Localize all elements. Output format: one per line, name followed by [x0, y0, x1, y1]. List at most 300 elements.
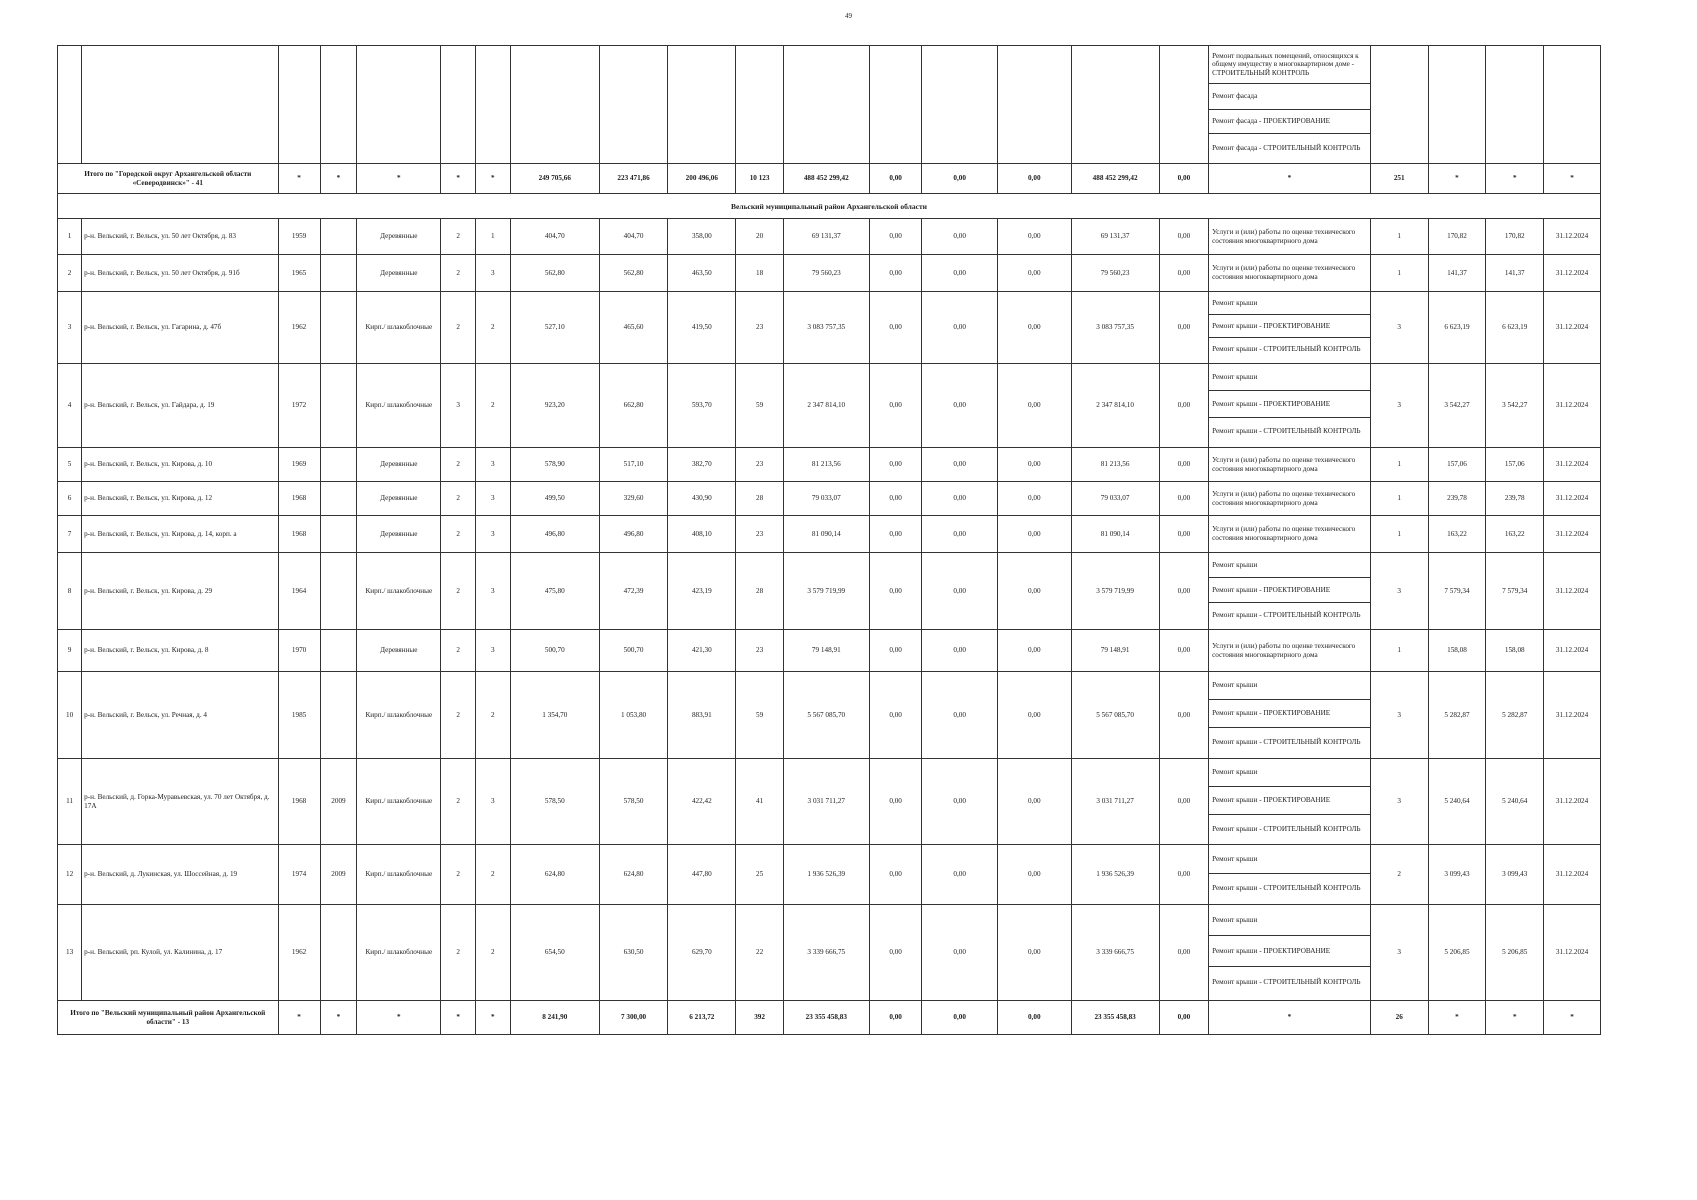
cell-year-built: 1959: [278, 219, 320, 255]
cell-deadline: 31.12.2024: [1544, 630, 1601, 672]
cell-fund-reg: 0,00: [922, 516, 998, 553]
works-cell: [1209, 482, 1371, 516]
cell-area-premises: 630,50: [599, 905, 667, 1001]
cell-residents: 23: [736, 630, 783, 672]
cell-floors: 2: [441, 553, 476, 630]
cell-cost-total: 81 090,14: [783, 516, 869, 553]
cell-fund-other: 0,00: [1159, 759, 1208, 845]
works-cell: [1209, 255, 1371, 292]
cell-fund-reg: 0,00: [922, 482, 998, 516]
cell-fund-reg: 0,00: [922, 905, 998, 1001]
cell-year-reconstruct: [320, 672, 357, 759]
works-cell: [1209, 364, 1371, 448]
cell-fund-other: 0,00: [1159, 219, 1208, 255]
cell-fund-mun: 0,00: [997, 255, 1071, 292]
work-item: Услуги и (или) работы по оценке технического состояния многоквартирного дома: [1212, 227, 1356, 245]
work-item: Услуги и (или) работы по оценке технического состояния многоквартирного дома: [1212, 489, 1356, 507]
table-row: [58, 553, 1601, 630]
cell-total-area: 1 354,70: [510, 672, 599, 759]
cell-unit-cost: 6 623,19: [1428, 292, 1486, 364]
cell-total-area: 249 705,66: [510, 164, 599, 194]
cell-entrances: 3: [475, 448, 510, 482]
cell-year-reconstruct: *: [320, 1001, 357, 1035]
cell-area-premises: 472,39: [599, 553, 667, 630]
cell-cost-total: 3 031 711,27: [783, 759, 869, 845]
cell-fund-other: 0,00: [1159, 448, 1208, 482]
cell: [1428, 46, 1486, 164]
total-label: Итого по "Вельский муниципальный район Архангельской области" - 13: [58, 1001, 279, 1035]
cell-fund-owners: 3 579 719,99: [1071, 553, 1159, 630]
table-row: [58, 759, 1601, 845]
cell-num: 12: [58, 845, 82, 905]
cell-fund-owners: 488 452 299,42: [1071, 164, 1159, 194]
cell-residents: 28: [736, 482, 783, 516]
cell-qty: 1: [1370, 219, 1428, 255]
work-item: Ремонт крыши - ПРОЕКТИРОВАНИЕ: [1209, 578, 1370, 603]
cell: [599, 46, 667, 164]
works-cell: [1209, 845, 1371, 905]
cell-residents: 23: [736, 516, 783, 553]
cell-fund-fed: 0,00: [869, 255, 922, 292]
cell-year-reconstruct: [320, 630, 357, 672]
cell-entrances: 3: [475, 630, 510, 672]
cell-qty: 3: [1370, 905, 1428, 1001]
cell-cost-total: 81 213,56: [783, 448, 869, 482]
cell-unit-cost: 170,82: [1428, 219, 1486, 255]
cell-unit-cost: 157,06: [1428, 448, 1486, 482]
work-item: Ремонт крыши - СТРОИТЕЛЬНЫЙ КОНТРОЛЬ: [1212, 824, 1361, 833]
cell-unit-cost: 141,37: [1428, 255, 1486, 292]
cell-address: р-н. Вельский, д. Лукинская, ул. Шоссейная, д. 19: [82, 845, 278, 905]
table-row: [58, 482, 1601, 516]
cell: [736, 46, 783, 164]
cell-fund-other: 0,00: [1159, 164, 1208, 194]
cell-fund-owners: 79 148,91: [1071, 630, 1159, 672]
work-item: Ремонт крыши: [1209, 759, 1370, 787]
cell-wall-material: Кирп./ шлакоблочные: [357, 759, 441, 845]
cell: [1071, 46, 1159, 164]
cell-cost-total: 3 083 757,35: [783, 292, 869, 364]
cell: [510, 46, 599, 164]
cell-total-area: 527,10: [510, 292, 599, 364]
cell-fund-reg: 0,00: [922, 672, 998, 759]
cell-num: 6: [58, 482, 82, 516]
cell-address: р-н. Вельский, г. Вельск, ул. Гайдара, д. 19: [82, 364, 278, 448]
cell-total-area: 8 241,90: [510, 1001, 599, 1035]
cell-fund-reg: 0,00: [922, 1001, 998, 1035]
cell-year-reconstruct: [320, 219, 357, 255]
cell-total-area: 578,50: [510, 759, 599, 845]
cell-max-cost: 6 623,19: [1486, 292, 1544, 364]
cell-cost-total: 3 339 666,75: [783, 905, 869, 1001]
cell-entrances: 2: [475, 364, 510, 448]
cell-fund-mun: 0,00: [997, 364, 1071, 448]
register-table: [57, 45, 1601, 1035]
cell-cost-total: 23 355 458,83: [783, 1001, 869, 1035]
cell-floors: 2: [441, 219, 476, 255]
cell-floors: 2: [441, 448, 476, 482]
cell: [278, 46, 320, 164]
cell-total-area: 578,90: [510, 448, 599, 482]
cell-year-built: 1968: [278, 759, 320, 845]
cell-deadline: 31.12.2024: [1544, 553, 1601, 630]
cell-year-built: 1964: [278, 553, 320, 630]
cell-area-premises: 517,10: [599, 448, 667, 482]
cell-max-cost: 239,78: [1486, 482, 1544, 516]
cell-area-premises: 662,80: [599, 364, 667, 448]
cell-qty: 1: [1370, 516, 1428, 553]
cell-fund-other: 0,00: [1159, 516, 1208, 553]
cell-year-reconstruct: 2009: [320, 845, 357, 905]
cell-residents: 392: [736, 1001, 783, 1035]
cell-num: 1: [58, 219, 82, 255]
table-row: [58, 672, 1601, 759]
work-item: Ремонт крыши - СТРОИТЕЛЬНЫЙ КОНТРОЛЬ: [1212, 884, 1361, 893]
cell-unit-cost: *: [1428, 1001, 1486, 1035]
cell-deadline: 31.12.2024: [1544, 905, 1601, 1001]
cell-entrances: 3: [475, 255, 510, 292]
work-item: Ремонт крыши - ПРОЕКТИРОВАНИЕ: [1209, 936, 1370, 967]
cell-area-residential: 382,70: [668, 448, 736, 482]
cell-fund-other: 0,00: [1159, 1001, 1208, 1035]
cell-cost-total: 3 579 719,99: [783, 553, 869, 630]
cell-max-cost: 5 240,64: [1486, 759, 1544, 845]
cell-address: р-н. Вельский, г. Вельск, ул. Кирова, д. 10: [82, 448, 278, 482]
table-row: [58, 905, 1601, 1001]
cell-address: р-н. Вельский, г. Вельск, ул. Гагарина, д. 47б: [82, 292, 278, 364]
cell-floors: 2: [441, 255, 476, 292]
cell-deadline: *: [1544, 1001, 1601, 1035]
cell-cost-total: 69 131,37: [783, 219, 869, 255]
cell-year-built: *: [278, 1001, 320, 1035]
cell-fund-owners: 23 355 458,83: [1071, 1001, 1159, 1035]
work-item: Услуги и (или) работы по оценке технического состояния многоквартирного дома: [1212, 264, 1356, 281]
work-item: Услуги и (или) работы по оценке технического состояния многоквартирного дома: [1212, 641, 1356, 659]
cell-total-area: 404,70: [510, 219, 599, 255]
work-item: Ремонт крыши - ПРОЕКТИРОВАНИЕ: [1209, 787, 1370, 815]
cell: [869, 46, 922, 164]
cell-year-built: *: [278, 164, 320, 194]
work-item: Ремонт фасада: [1209, 84, 1370, 110]
cell-year-built: 1985: [278, 672, 320, 759]
cell: [441, 46, 476, 164]
cell-fund-reg: 0,00: [922, 255, 998, 292]
works-cell: [1209, 219, 1371, 255]
cell-max-cost: *: [1486, 1001, 1544, 1035]
cell-entrances: *: [475, 164, 510, 194]
cell-cost-total: 488 452 299,42: [783, 164, 869, 194]
cell-qty: 251: [1370, 164, 1428, 194]
cell-year-built: 1962: [278, 292, 320, 364]
cell-fund-owners: 3 031 711,27: [1071, 759, 1159, 845]
cell-area-residential: 419,50: [668, 292, 736, 364]
cell-deadline: 31.12.2024: [1544, 845, 1601, 905]
cell-wall-material: Кирп./ шлакоблочные: [357, 364, 441, 448]
cell-fund-fed: 0,00: [869, 219, 922, 255]
cell-qty: 26: [1370, 1001, 1428, 1035]
cell-area-premises: 223 471,86: [599, 164, 667, 194]
cell: [997, 46, 1071, 164]
cell-total-area: 499,50: [510, 482, 599, 516]
cell-fund-fed: 0,00: [869, 672, 922, 759]
section-title: Вельский муниципальный район Архангельской области: [58, 194, 1601, 219]
cell-works: *: [1209, 1001, 1371, 1035]
cell-wall-material: Деревянные: [357, 516, 441, 553]
cell-wall-material: Кирп./ шлакоблочные: [357, 905, 441, 1001]
cell-wall-material: Кирп./ шлакоблочные: [357, 672, 441, 759]
cell-area-residential: 6 213,72: [668, 1001, 736, 1035]
total-row-severodvinsk: [58, 164, 1601, 194]
work-item: Ремонт крыши - ПРОЕКТИРОВАНИЕ: [1209, 315, 1370, 338]
table-row: [58, 364, 1601, 448]
cell-entrances: 2: [475, 905, 510, 1001]
works-cell: [1209, 630, 1371, 672]
cell-fund-mun: 0,00: [997, 553, 1071, 630]
cell-fund-mun: 0,00: [997, 448, 1071, 482]
works-cell: [1209, 292, 1371, 364]
cell-qty: 2: [1370, 845, 1428, 905]
cell-fund-mun: 0,00: [997, 845, 1071, 905]
cell-area-residential: 423,19: [668, 553, 736, 630]
cell-year-reconstruct: [320, 255, 357, 292]
cell-fund-reg: 0,00: [922, 448, 998, 482]
cell-residents: 18: [736, 255, 783, 292]
cell-deadline: 31.12.2024: [1544, 516, 1601, 553]
cell-num: 9: [58, 630, 82, 672]
cell-floors: 2: [441, 905, 476, 1001]
cell-unit-cost: 7 579,34: [1428, 553, 1486, 630]
cell-max-cost: 157,06: [1486, 448, 1544, 482]
cell-floors: 2: [441, 845, 476, 905]
works-cell: [1209, 553, 1371, 630]
cell-year-built: 1968: [278, 516, 320, 553]
cell: [668, 46, 736, 164]
cell-deadline: 31.12.2024: [1544, 759, 1601, 845]
cell-fund-other: 0,00: [1159, 255, 1208, 292]
cell-fund-fed: 0,00: [869, 845, 922, 905]
cell-fund-mun: 0,00: [997, 1001, 1071, 1035]
cell-num: 3: [58, 292, 82, 364]
cell-entrances: 3: [475, 759, 510, 845]
cell-deadline: 31.12.2024: [1544, 482, 1601, 516]
cell-unit-cost: 163,22: [1428, 516, 1486, 553]
cell-unit-cost: *: [1428, 164, 1486, 194]
cell-area-premises: 496,80: [599, 516, 667, 553]
total-label: Итого по "Городской округ Архангельской области «Северодвинск»" - 41: [58, 164, 279, 194]
cell-wall-material: Деревянные: [357, 255, 441, 292]
cell-wall-material: Кирп./ шлакоблочные: [357, 845, 441, 905]
cell-floors: *: [441, 164, 476, 194]
cell-fund-fed: 0,00: [869, 759, 922, 845]
cell-wall-material: Кирп./ шлакоблочные: [357, 292, 441, 364]
cell-total-area: 475,80: [510, 553, 599, 630]
cell-fund-mun: 0,00: [997, 482, 1071, 516]
cell-fund-owners: 81 090,14: [1071, 516, 1159, 553]
cell-fund-fed: 0,00: [869, 1001, 922, 1035]
cell-fund-other: 0,00: [1159, 672, 1208, 759]
cell-fund-owners: 5 567 085,70: [1071, 672, 1159, 759]
cell-fund-owners: 1 936 526,39: [1071, 845, 1159, 905]
cell-residents: 23: [736, 292, 783, 364]
cell-fund-mun: 0,00: [997, 516, 1071, 553]
cell-fund-other: 0,00: [1159, 845, 1208, 905]
cell-max-cost: 7 579,34: [1486, 553, 1544, 630]
cell-year-built: 1974: [278, 845, 320, 905]
cell-deadline: 31.12.2024: [1544, 448, 1601, 482]
cell: [1159, 46, 1208, 164]
cell-entrances: 3: [475, 482, 510, 516]
cell-entrances: 2: [475, 672, 510, 759]
cell-area-residential: 358,00: [668, 219, 736, 255]
table-row: [58, 219, 1601, 255]
cell-area-premises: 329,60: [599, 482, 667, 516]
cell-cost-total: 5 567 085,70: [783, 672, 869, 759]
work-item: Ремонт крыши - ПРОЕКТИРОВАНИЕ: [1209, 700, 1370, 728]
cell-fund-owners: 81 213,56: [1071, 448, 1159, 482]
work-item: Ремонт крыши - ПРОЕКТИРОВАНИЕ: [1209, 391, 1370, 418]
cell-year-reconstruct: *: [320, 164, 357, 194]
cell-unit-cost: 5 240,64: [1428, 759, 1486, 845]
cell-max-cost: 141,37: [1486, 255, 1544, 292]
cell-year-reconstruct: [320, 292, 357, 364]
cell-unit-cost: 5 282,87: [1428, 672, 1486, 759]
cell-num: 5: [58, 448, 82, 482]
cell-num: 10: [58, 672, 82, 759]
cell-entrances: 2: [475, 292, 510, 364]
cell-wall-material: *: [357, 1001, 441, 1035]
cell-works: *: [1209, 164, 1371, 194]
work-item: Ремонт фасада - СТРОИТЕЛЬНЫЙ КОНТРОЛЬ: [1212, 143, 1361, 152]
work-item: Ремонт крыши - СТРОИТЕЛЬНЫЙ КОНТРОЛЬ: [1212, 611, 1361, 620]
cell-max-cost: 3 542,27: [1486, 364, 1544, 448]
cell-qty: 3: [1370, 672, 1428, 759]
cell: [82, 46, 278, 164]
cell-max-cost: 163,22: [1486, 516, 1544, 553]
works-cell: [1209, 46, 1371, 164]
cell-year-reconstruct: [320, 448, 357, 482]
works-cell: [1209, 672, 1371, 759]
cell-fund-fed: 0,00: [869, 553, 922, 630]
cell-deadline: 31.12.2024: [1544, 672, 1601, 759]
cell-fund-reg: 0,00: [922, 364, 998, 448]
cell-fund-fed: 0,00: [869, 164, 922, 194]
cell-fund-other: 0,00: [1159, 905, 1208, 1001]
cell-area-residential: 422,42: [668, 759, 736, 845]
cell: [1370, 46, 1428, 164]
cell-cost-total: 79 033,07: [783, 482, 869, 516]
work-item: Услуги и (или) работы по оценке технического состояния многоквартирного дома: [1212, 455, 1356, 473]
work-item: Ремонт крыши: [1209, 553, 1370, 578]
cell-total-area: 923,20: [510, 364, 599, 448]
cell-wall-material: Кирп./ шлакоблочные: [357, 553, 441, 630]
cell-fund-owners: 3 339 666,75: [1071, 905, 1159, 1001]
cell-entrances: 2: [475, 845, 510, 905]
cell: [357, 46, 441, 164]
section-row: [58, 194, 1601, 219]
cell-year-built: 1965: [278, 255, 320, 292]
cell-address: р-н. Вельский, д. Горка-Муравьевская, ул. 70 лет Октября, д. 17А: [82, 759, 278, 845]
cell-fund-reg: 0,00: [922, 630, 998, 672]
cell-max-cost: 158,08: [1486, 630, 1544, 672]
cell-deadline: 31.12.2024: [1544, 219, 1601, 255]
cell-fund-mun: 0,00: [997, 219, 1071, 255]
cell-residents: 25: [736, 845, 783, 905]
work-item: Ремонт подвальных помещений, относящихся к общему имуществу в многоквартирном доме - СТРОИТЕЛЬНЫЙ КОНТРОЛЬ: [1209, 46, 1370, 84]
cell-year-reconstruct: 2009: [320, 759, 357, 845]
cell-fund-reg: 0,00: [922, 219, 998, 255]
works-cell: [1209, 905, 1371, 1001]
work-item: Ремонт крыши: [1209, 364, 1370, 391]
cell-unit-cost: 158,08: [1428, 630, 1486, 672]
table-row: [58, 292, 1601, 364]
cell-residents: 22: [736, 905, 783, 1001]
cell-max-cost: 5 206,85: [1486, 905, 1544, 1001]
work-item: Ремонт крыши: [1209, 292, 1370, 315]
work-item: Услуги и (или) работы по оценке технического состояния многоквартирного дома: [1212, 525, 1356, 542]
cell-num: 4: [58, 364, 82, 448]
cell: [320, 46, 357, 164]
cell-area-residential: 200 496,06: [668, 164, 736, 194]
work-item: Ремонт фасада - ПРОЕКТИРОВАНИЕ: [1209, 110, 1370, 134]
cell-area-premises: 500,70: [599, 630, 667, 672]
cell-area-premises: 578,50: [599, 759, 667, 845]
cell-year-built: 1962: [278, 905, 320, 1001]
cell-entrances: 3: [475, 516, 510, 553]
cell-address: р-н. Вельский, г. Вельск, ул. 50 лет Октября, д. 91б: [82, 255, 278, 292]
cell-floors: 2: [441, 516, 476, 553]
cell-residents: 20: [736, 219, 783, 255]
work-item: Ремонт крыши: [1209, 672, 1370, 700]
cell-residents: 59: [736, 672, 783, 759]
cell-total-area: 500,70: [510, 630, 599, 672]
cell: [922, 46, 998, 164]
table-row: [58, 845, 1601, 905]
cell-num: 13: [58, 905, 82, 1001]
cell-cost-total: 79 560,23: [783, 255, 869, 292]
cell-floors: *: [441, 1001, 476, 1035]
cell-qty: 3: [1370, 364, 1428, 448]
work-item: Ремонт крыши - СТРОИТЕЛЬНЫЙ КОНТРОЛЬ: [1212, 427, 1361, 436]
cell-address: р-н. Вельский, г. Вельск, ул. Речная, д. 4: [82, 672, 278, 759]
cell-fund-owners: 79 560,23: [1071, 255, 1159, 292]
cell-fund-reg: 0,00: [922, 553, 998, 630]
cell-unit-cost: 5 206,85: [1428, 905, 1486, 1001]
cell-fund-other: 0,00: [1159, 482, 1208, 516]
cell-fund-other: 0,00: [1159, 364, 1208, 448]
cell-wall-material: Деревянные: [357, 448, 441, 482]
cell-address: р-н. Вельский, г. Вельск, ул. Кирова, д. 14, корп. а: [82, 516, 278, 553]
cell-fund-fed: 0,00: [869, 482, 922, 516]
cell-fund-owners: 79 033,07: [1071, 482, 1159, 516]
cell-unit-cost: 239,78: [1428, 482, 1486, 516]
cell-qty: 1: [1370, 448, 1428, 482]
cell-fund-fed: 0,00: [869, 630, 922, 672]
cell-fund-fed: 0,00: [869, 364, 922, 448]
cell-area-residential: 593,70: [668, 364, 736, 448]
cell-fund-fed: 0,00: [869, 905, 922, 1001]
cell-area-residential: 408,10: [668, 516, 736, 553]
cell-area-premises: 404,70: [599, 219, 667, 255]
cell-num: 2: [58, 255, 82, 292]
cell-cost-total: 1 936 526,39: [783, 845, 869, 905]
work-item: Ремонт крыши: [1209, 905, 1370, 936]
cell-num: 11: [58, 759, 82, 845]
cell-address: р-н. Вельский, г. Вельск, ул. Кирова, д. 29: [82, 553, 278, 630]
page-number: 49: [845, 12, 852, 20]
cell-total-area: 654,50: [510, 905, 599, 1001]
cell-area-premises: 1 053,80: [599, 672, 667, 759]
cell-total-area: 562,80: [510, 255, 599, 292]
